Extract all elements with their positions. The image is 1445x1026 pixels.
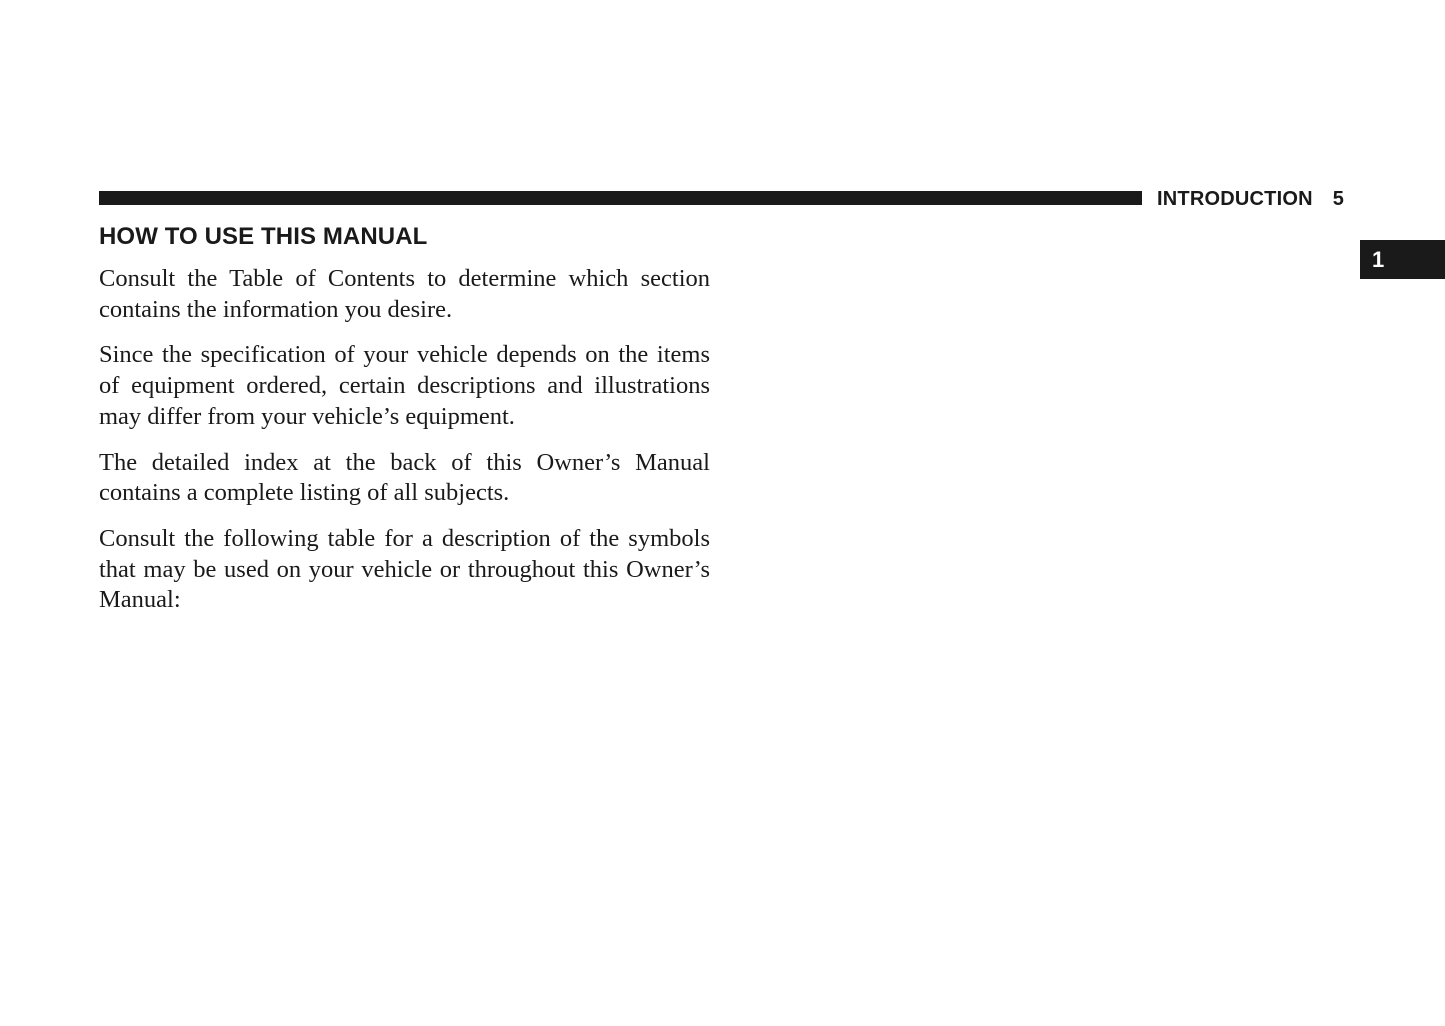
running-header <box>1157 186 1344 212</box>
main-content <box>99 222 710 631</box>
paragraph-symbols: Consult the following table for a description of the symbols that may be used on your vehicle or throughout this Owner’s Manual: <box>99 524 710 614</box>
page-number: 5 <box>1332 187 1345 210</box>
header-rule <box>99 191 1142 205</box>
chapter-tab-number: 1 <box>1372 246 1385 272</box>
section-heading: HOW TO USE THIS MANUAL <box>99 223 428 250</box>
paragraph-specification: Since the specification of your vehicle depends on the items of equipment ordered, certain descriptions and illustrations may differ from your vehicle’s equipment. <box>99 341 710 430</box>
chapter-tab <box>1360 240 1445 279</box>
paragraph-table-of-contents: Consult the Table of Contents to determine which section contains the information you desire. <box>99 265 710 323</box>
section-title: INTRODUCTION <box>1157 187 1313 210</box>
paragraph-index: The detailed index at the back of this Owner’s Manual contains a complete listing of all subjects. <box>99 448 710 507</box>
